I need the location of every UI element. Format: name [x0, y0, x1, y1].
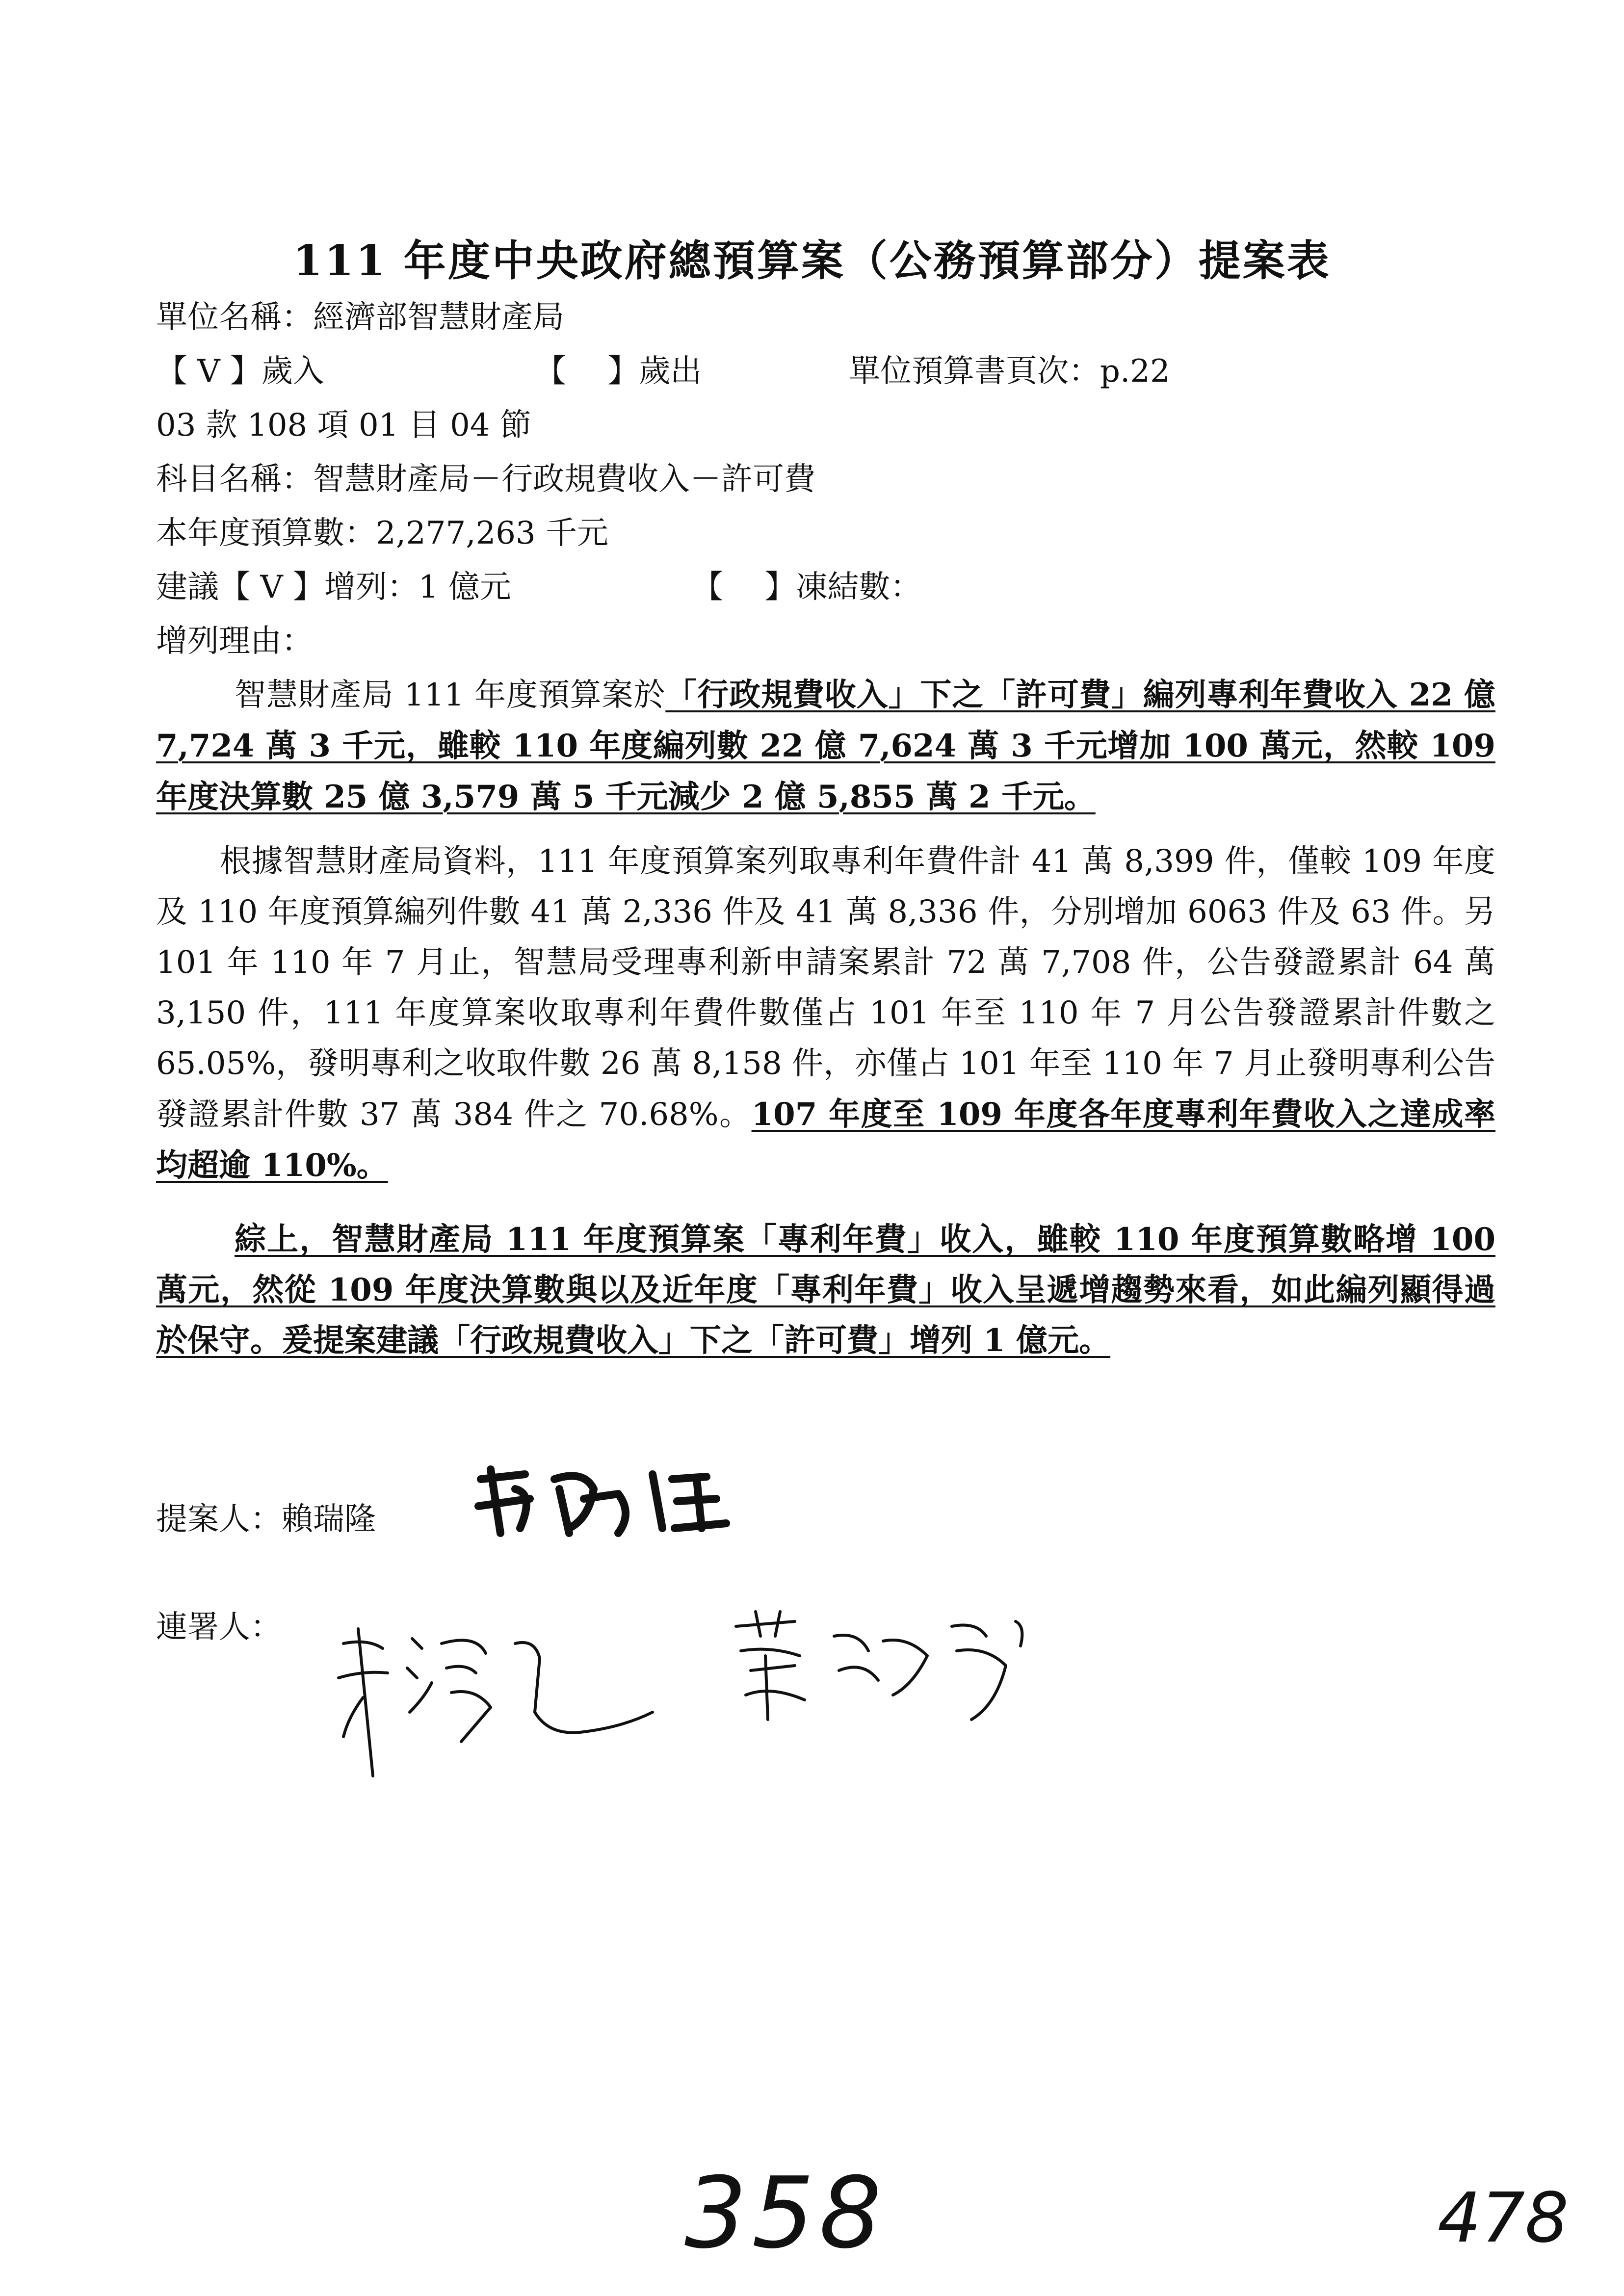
suggest-increase: 建議【 V 】增列：1 億元 — [156, 569, 511, 605]
reason-paragraph-1 — [156, 670, 1495, 823]
expense-checkbox: 【 】歲出 — [535, 353, 702, 390]
p1-underlined: 「行政規費收入」下之「許可費」編列專利年費收入 22 億 7,724 萬 3 千元，雖較 110 年度編列數 22 億 7,624 萬 3 千元增加 100 萬元，然較 109 年度決算數 25 億 3,579 萬 5 千元減少 2 億 5,855 萬 2 千元。 — [156, 677, 1496, 815]
suggest-freeze: 【 】凍結數： — [692, 569, 922, 605]
annual-budget: 本年度預算數：2,277,263 千元 — [156, 515, 609, 551]
proposer-label: 提案人：賴瑞隆 — [156, 1501, 376, 1538]
document-title: 111 年度中央政府總預算案（公務預算部分）提案表 — [293, 236, 1331, 286]
page-number: 358 — [684, 2156, 887, 2270]
unit-name: 單位名稱：經濟部智慧財產局 — [156, 299, 564, 336]
budget-page-ref: 單位預算書頁次：p.22 — [849, 353, 1170, 390]
budget-code: 03 款 108 項 01 目 04 節 — [156, 407, 531, 444]
cosigner-signature-2 — [721, 1607, 1040, 1734]
cosigner-signature-1 — [329, 1614, 662, 1791]
cosigner-label: 連署人： — [156, 1609, 282, 1645]
p1-plain: 智慧財產局 111 年度預算案於 — [235, 677, 666, 713]
revenue-checkbox: 【 V 】歲入 — [156, 353, 324, 390]
proposer-signature — [471, 1460, 756, 1543]
reason-paragraph-3: 綜上，智慧財產局 111 年度預算案「專利年費」收入，雖較 110 年度預算數略增 100 萬元，然從 109 年度決算數與以及近年度「專利年費」收入呈遞增趨勢來看，如此編列顯得過於保守。爰提案建議「行政規費收入」下之「許可費」增列 1 億元。 — [156, 1221, 1495, 1359]
reason-paragraph-2 — [156, 836, 1495, 1191]
p2-plain: 根據智慧財產局資料，111 年度預算案列取專利年費件計 41 萬 8,399 件，僅較 109 年度及 110 年度預算編列件數 41 萬 2,336 件及 41 萬 8,336 件，分別增加 6063 件及 63 件。另 101 年 110 年 7 月止，智慧局受理專利新申請案累計 72 萬 7,708 件，公告發證累計 64 萬 3,150 件，111 年度算案收取專利年費件數僅占 101 年至 110 年 7 月公告發證累計件數之 65.05%，發明專利之收取件數 26 萬 8,158 件，亦僅占 101 年至 110 年 7 月止發明專利公告發證累計件數 37 萬 384 件之 70.68%。 — [156, 843, 1495, 1133]
reason-label: 增列理由： — [156, 623, 313, 659]
p2-underlined: 107 年度至 109 年度各年度專利年費收入之達成率均超逾 110%。 — [156, 1096, 1496, 1184]
corner-number: 478 — [1438, 2178, 1569, 2258]
subject-name: 科目名稱：智慧財產局－行政規費收入－許可費 — [156, 461, 815, 497]
